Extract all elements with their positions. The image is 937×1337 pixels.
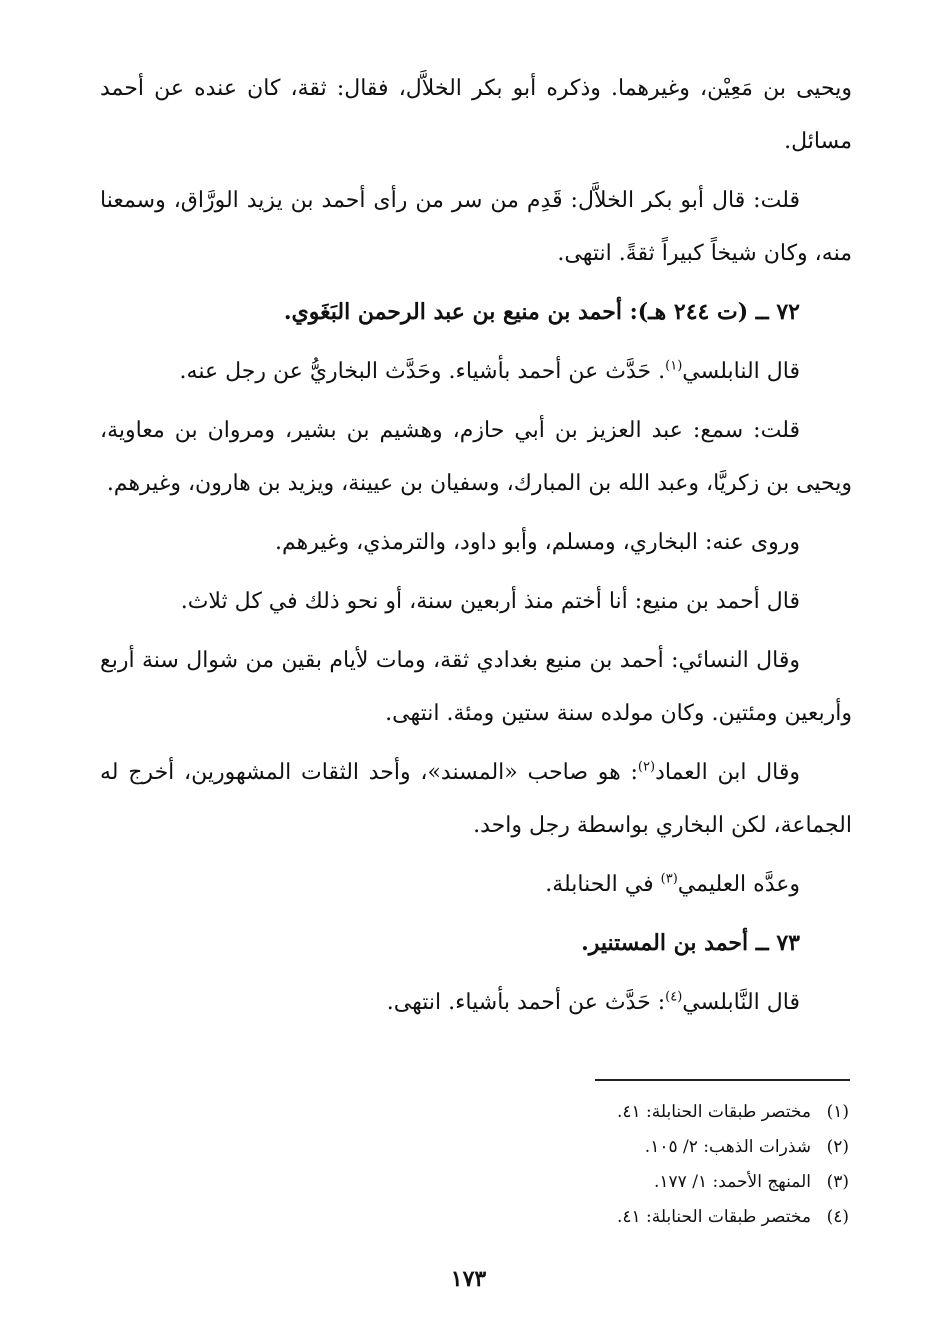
footnote bbox=[349, 1200, 849, 1235]
footnote bbox=[349, 1130, 849, 1165]
paragraph-text: قال النابلسي bbox=[682, 359, 800, 384]
footnote-number: (٢) bbox=[826, 1137, 849, 1157]
page-number: ١٧٣ bbox=[450, 1266, 487, 1292]
paragraph-text: . حَدَّث عن أحمد بأشياء. وحَدَّث البخاريُّ عن رجل عنه. bbox=[179, 359, 666, 384]
paragraph bbox=[100, 746, 852, 852]
footnote-text: شذرات الذهب: ٢/ ١٠٥. bbox=[644, 1137, 811, 1157]
footnote-marker[interactable]: (١) bbox=[665, 358, 683, 374]
entry-death-date: (ت ٢٤٤ هـ): bbox=[629, 299, 749, 325]
paragraph: ويحيى بن مَعِيْن، وغيرهما. وذكره أبو بكر الخلاَّل، فقال: ثقة، كان عنده عن أحمد مسائل. bbox=[100, 76, 852, 154]
paragraph-text: : حَدَّث عن أحمد بأشياء. انتهى. bbox=[386, 990, 666, 1015]
paragraph: قال أحمد بن منيع: أنا أختم منذ أربعين سنة، أو نحو ذلك في كل ثلاث. bbox=[180, 589, 800, 614]
footnote bbox=[349, 1095, 849, 1130]
entry-title: أحمد بن منيع بن عبد الرحمن البَغَوي. bbox=[283, 299, 622, 325]
paragraph: قلت: قال أبو بكر الخلاَّل: قَدِم من سر من رأى أحمد بن يزيد الورَّاق، وسمعنا منه، وكان شيخاً كبيراً ثقةً. انتهى. bbox=[100, 188, 852, 266]
entry-number: ٧٣ ــ bbox=[755, 930, 800, 956]
entry-title: أحمد بن المستنير. bbox=[581, 930, 749, 956]
paragraph-text: وقال ابن العماد bbox=[655, 760, 800, 785]
paragraph: قلت: سمع: عبد العزيز بن أبي حازم، وهشيم بن بشير، ومروان بن معاوية، ويحيى بن زكريَّا، وعبد الله بن المبارك، وسفيان بن عيينة، ويزيد بن هارون، وغيرهم. bbox=[100, 418, 852, 496]
footnotes bbox=[349, 1095, 849, 1235]
paragraph-text: : هو صاحب «المسند»، وأحد الثقات المشهورين، أخرج له الجماعة، لكن البخاري بواسطة رجل واحد. bbox=[100, 760, 852, 838]
footnote-marker[interactable]: (٣) bbox=[660, 871, 678, 887]
paragraph: وقال النسائي: أحمد بن منيع بغدادي ثقة، ومات لأيام بقين من شوال سنة أربع وأربعين ومئتين. وكان مولده سنة ستين ومئة. انتهى. bbox=[100, 648, 852, 726]
footnote-text: مختصر طبقات الحنابلة: ٤١. bbox=[616, 1102, 811, 1122]
entry-heading bbox=[100, 286, 852, 339]
paragraph-text: في الحنابلة. bbox=[545, 872, 661, 897]
footnote-number: (٤) bbox=[826, 1207, 849, 1227]
entry-heading bbox=[100, 917, 852, 970]
paragraph bbox=[100, 976, 852, 1029]
entry-number: ٧٢ ــ bbox=[755, 299, 800, 325]
footnote-number: (١) bbox=[826, 1102, 849, 1122]
page-body bbox=[100, 62, 852, 1035]
paragraph: وروى عنه: البخاري، ومسلم، وأبو داود، والترمذي، وغيرهم. bbox=[274, 530, 800, 555]
paragraph bbox=[100, 858, 852, 911]
paragraph bbox=[100, 345, 852, 398]
footnote-text: مختصر طبقات الحنابلة: ٤١. bbox=[616, 1207, 811, 1227]
paragraph-text: قال النَّابلسي bbox=[682, 990, 800, 1015]
footnote-marker[interactable]: (٤) bbox=[665, 989, 683, 1005]
footnote-text: المنهج الأحمد: ١/ ١٧٧. bbox=[654, 1172, 811, 1192]
footnote-marker[interactable]: (٢) bbox=[637, 759, 656, 775]
footnote-separator bbox=[595, 1079, 850, 1081]
footnote bbox=[349, 1165, 849, 1200]
footnote-number: (٣) bbox=[826, 1172, 849, 1192]
paragraph-text: وعدَّه العليمي bbox=[677, 872, 800, 897]
